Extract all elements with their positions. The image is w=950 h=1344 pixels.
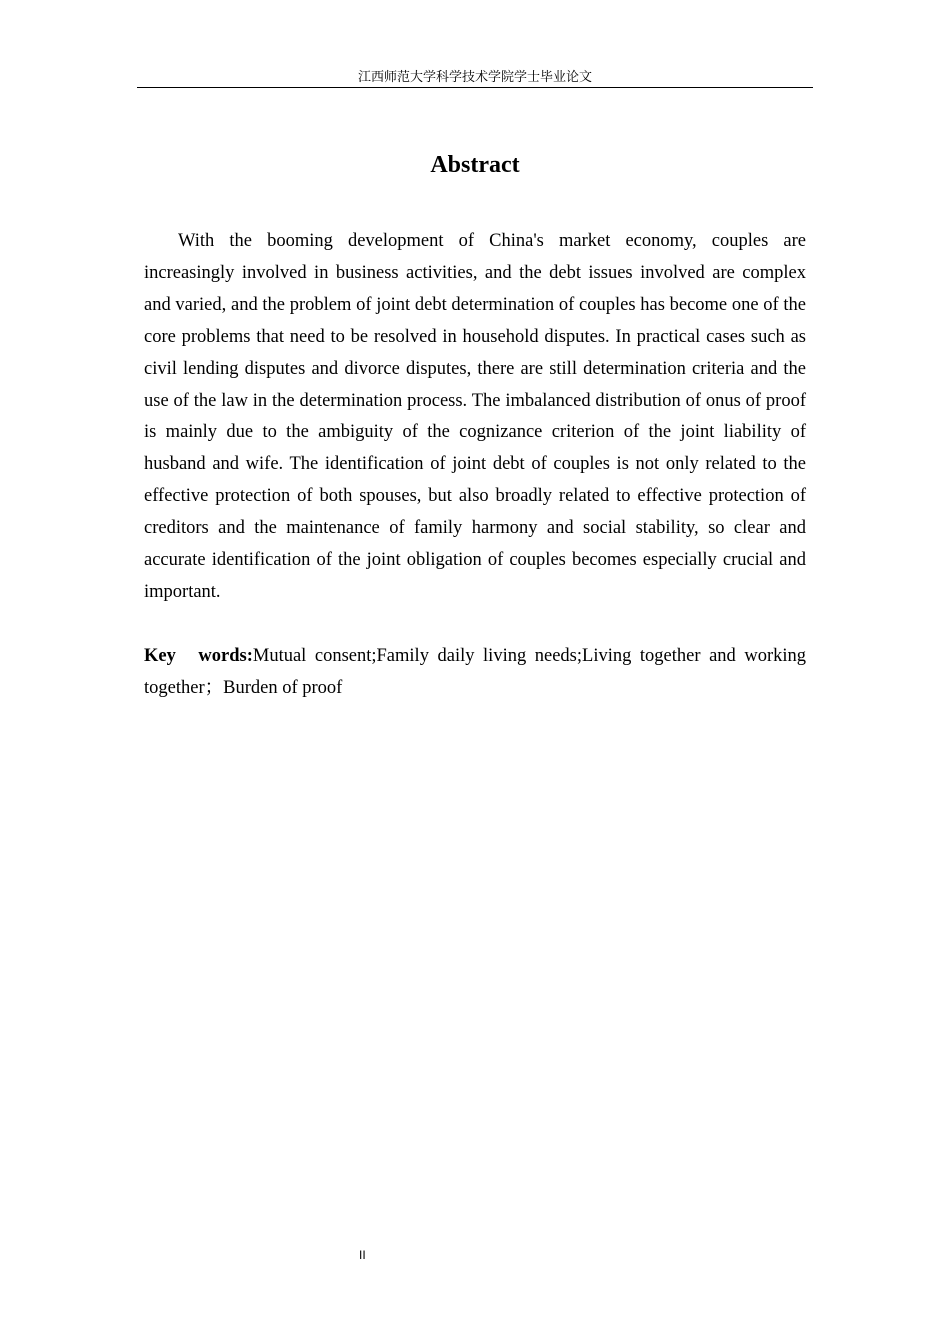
- keywords-text: Mutual consent;Family daily living needs;Living together and working together；Burden of proof: [144, 646, 806, 698]
- keywords-label: Key words:: [144, 646, 253, 666]
- header-divider: [137, 87, 813, 88]
- abstract-paragraph: With the booming development of China's market economy, couples are increasingly involved in business activities, and the debt issues involved are complex and varied, and the problem of joint debt determination of couples has become one of the core problems that need to be resolved in household disputes. In practical cases such as civil lending disputes and divorce disputes, there are still determination criteria and the use of the law in the determination process. The imbalanced distribution of onus of proof is mainly due to the ambiguity of the cognizance criterion of the joint liability of husband and wife. The identification of joint debt of couples is not only related to the effective protection of both spouses, but also broadly related to effective protection of creditors and the maintenance of family harmony and social stability, so clear and accurate identification of the joint obligation of couples becomes especially crucial and important.: [144, 231, 806, 602]
- page-number: II: [359, 1248, 366, 1262]
- running-header: 江西师范大学科学技术学院学士毕业论文: [357, 70, 592, 85]
- keywords-line: [144, 641, 806, 705]
- page-title: Abstract: [430, 152, 520, 178]
